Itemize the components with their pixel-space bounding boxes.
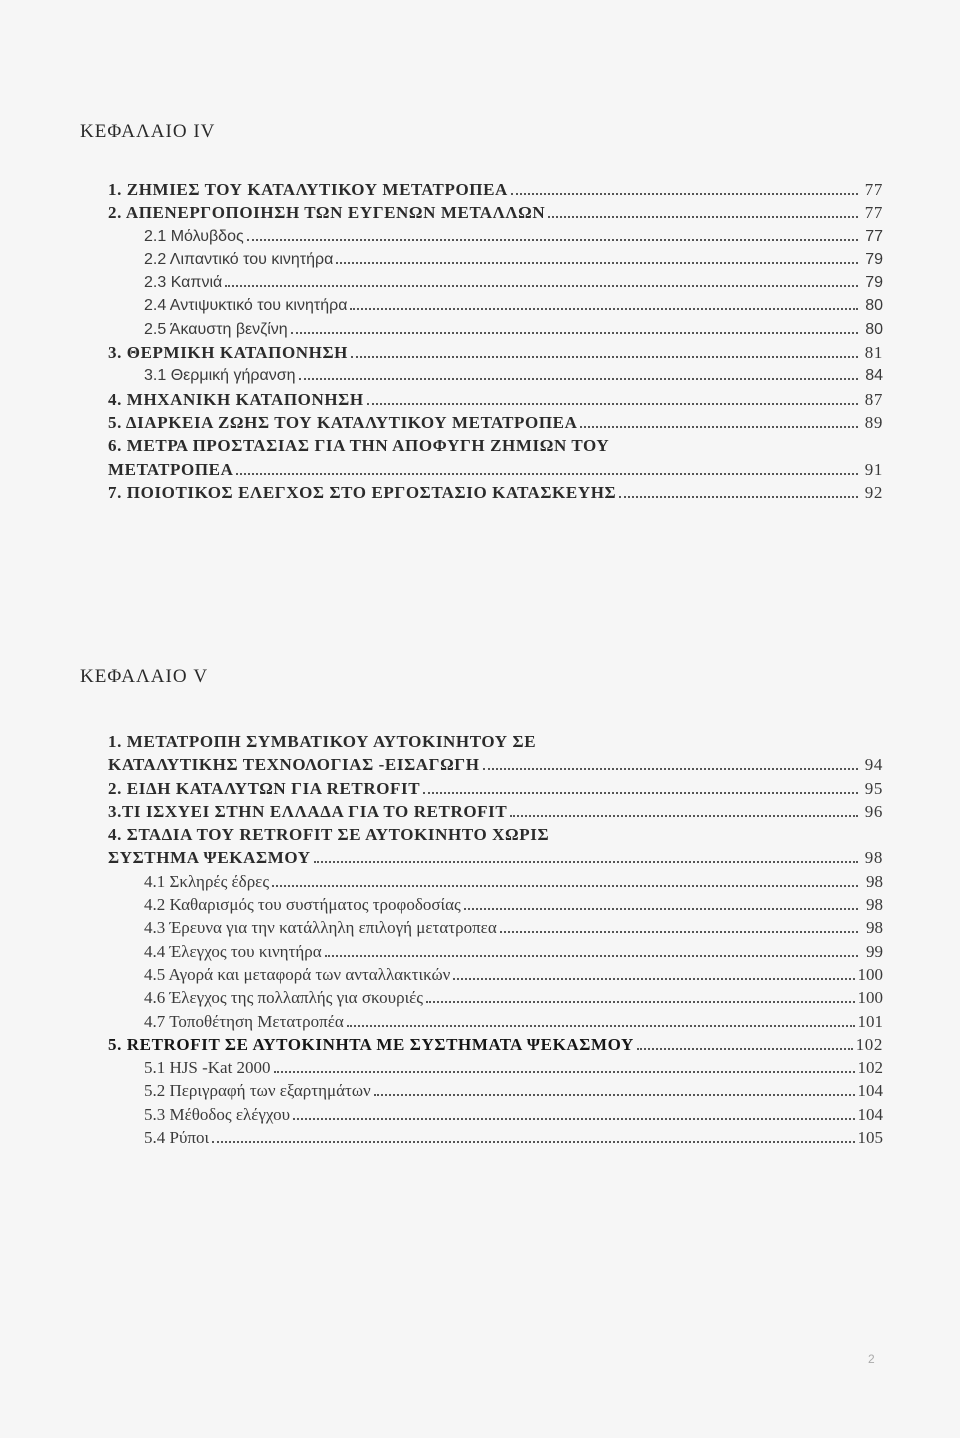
toc-entry-title: 3.ΤΙ ΙΣΧΥΕΙ ΣΤΗΝ ΕΛΛΑΔΑ ΓΙΑ ΤΟ RETROFIT — [108, 801, 508, 821]
toc-entry-page: 89 — [864, 412, 883, 432]
toc-entry-page: 95 — [864, 778, 883, 798]
toc-subentry[interactable] — [108, 963, 883, 986]
toc-entry-title: ΚΑΤΑΛΥΤΙΚΗΣ ΤΕΧΝΟΛΟΓΙΑΣ -ΕΙΣΑΓΩΓΗ — [108, 755, 480, 775]
toc-entry-page: 104 — [857, 1104, 883, 1124]
toc-entry-title: 1. ΖΗΜΙΕΣ ΤΟΥ ΚΑΤΑΛΥΤΙΚΟΥ ΜΕΤΑΤΡΟΠΕΑ — [108, 180, 508, 199]
toc-entry-page: 81 — [864, 343, 883, 363]
toc-entry-page: 104 — [857, 1081, 883, 1101]
toc-entry-page: 99 — [866, 941, 883, 961]
toc-entry-title: 5. RETROFIT ΣΕ ΑΥΤΟΚΙΝΗΤΑ ΜΕ ΣΥΣΤΗΜΑΤΑ ΨΕΚΑΣΜΟΥ — [108, 1034, 634, 1054]
toc-entry-title: 5.3 Μέθοδος ελέγχου — [144, 1104, 291, 1124]
toc-entry-wrapped-line[interactable] — [108, 823, 883, 846]
dot-leader — [350, 308, 858, 310]
toc-entry-title: 3.1 Θερμική γήρανση — [144, 367, 296, 385]
toc-entry[interactable] — [108, 201, 883, 224]
dot-leader — [325, 955, 858, 957]
toc-entry-page: 79 — [865, 274, 883, 292]
toc-entry-page: 100 — [857, 988, 883, 1008]
toc-subentry[interactable] — [108, 893, 883, 916]
dot-leader — [483, 768, 858, 770]
toc-entry-title: 1. ΜΕΤΑΤΡΟΠΗ ΣΥΜΒΑΤΙΚΟΥ ΑΥΤΟΚΙΝΗΤΟΥ ΣΕ — [108, 732, 537, 751]
toc-entry-title: 4.2 Καθαρισμός του συστήματος τροφοδοσίας — [144, 895, 461, 915]
toc-entry-title: 4. ΣΤΑΔΙΑ ΤΟΥ RETROFIT ΣΕ ΑΥΤΟΚΙΝΗΤΟ ΧΩΡΙΣ — [108, 825, 550, 845]
toc-entry-page: 102 — [855, 1034, 883, 1054]
toc-entry-title: 4.3 Έρευνα για την κατάλληλη επιλογή μετατροπεα — [144, 918, 497, 938]
toc-entry-page: 80 — [865, 320, 883, 338]
toc-entry-page: 98 — [866, 895, 883, 915]
toc-entry-title: 7. ΠΟΙΟΤΙΚΟΣ ΕΛΕΓΧΟΣ ΣΤΟ ΕΡΓΟΣΤΑΣΙΟ ΚΑΤΑΣΚΕΥΗΣ — [108, 482, 617, 502]
toc-entry[interactable] — [108, 753, 883, 776]
dot-leader — [511, 193, 858, 195]
toc-entry-page: 98 — [864, 848, 883, 868]
toc-entry-page: 101 — [857, 1011, 883, 1031]
toc-entry-page: 102 — [857, 1058, 883, 1078]
toc-entry-title: 2.4 Αντιψυκτικό του κινητήρα — [144, 297, 348, 315]
chapter-5-toc — [108, 730, 883, 1149]
toc-entry-page: 98 — [866, 871, 883, 891]
dot-leader — [500, 931, 858, 933]
toc-entry-title: 4. ΜΗΧΑΝΙΚΗ ΚΑΤΑΠΟΝΗΣΗ — [108, 389, 364, 409]
chapter-5-heading: ΚΕΦΑΛΑΙΟ V — [80, 666, 209, 687]
toc-entry[interactable] — [108, 800, 883, 823]
dot-leader — [637, 1048, 853, 1050]
dot-leader — [347, 1025, 855, 1027]
toc-entry[interactable] — [108, 388, 883, 411]
toc-entry-page: 100 — [857, 964, 883, 984]
toc-subentry[interactable] — [108, 986, 883, 1009]
toc-entry[interactable] — [108, 411, 883, 434]
toc-subentry[interactable] — [108, 294, 883, 317]
toc-entry-page: 79 — [865, 250, 883, 268]
toc-subentry[interactable] — [108, 916, 883, 939]
toc-entry-title: 5.4 Ρύποι — [144, 1128, 210, 1148]
dot-leader — [423, 792, 858, 794]
toc-subentry[interactable] — [108, 318, 883, 341]
toc-entry-title: 2. ΕΙΔΗ ΚΑΤΑΛΥΤΩΝ ΓΙΑ RETROFIT — [108, 778, 421, 798]
dot-leader — [619, 496, 858, 498]
toc-entry-title: 4.1 Σκληρές έδρες — [144, 871, 270, 891]
toc-entry[interactable] — [108, 481, 883, 504]
toc-entry-title: 5. ΔΙΑΡΚΕΙΑ ΖΩΗΣ ΤΟΥ ΚΑΤΑΛΥΤΙΚΟΥ ΜΕΤΑΤΡΟΠΕΑ — [108, 412, 578, 432]
toc-entry-title: 5.2 Περιγραφή των εξαρτημάτων — [144, 1081, 371, 1101]
toc-subentry[interactable] — [108, 940, 883, 963]
toc-entry-page: 84 — [865, 367, 883, 385]
toc-entry-wrapped-line[interactable] — [108, 730, 883, 753]
toc-subentry[interactable] — [108, 248, 883, 271]
toc-entry-title: 4.4 Έλεγχος του κινητήρα — [144, 941, 322, 961]
toc-entry-page: 92 — [864, 482, 883, 502]
toc-subentry[interactable] — [108, 1056, 883, 1079]
toc-subentry[interactable] — [108, 1079, 883, 1102]
dot-leader — [274, 1071, 855, 1073]
toc-subentry[interactable] — [108, 1010, 883, 1033]
dot-leader — [548, 216, 858, 218]
toc-entry-title: 2. ΑΠΕΝΕΡΓΟΠΟΙΗΣΗ ΤΩΝ ΕΥΓΕΝΩΝ ΜΕΤΑΛΛΩΝ — [108, 203, 546, 223]
toc-subentry[interactable] — [108, 870, 883, 893]
toc-subentry[interactable] — [108, 225, 883, 248]
dot-leader — [247, 239, 858, 241]
toc-entry-title: 2.2 Λιπαντικό του κινητήρα — [144, 250, 334, 268]
toc-entry-page: 77 — [864, 180, 883, 199]
dot-leader — [510, 815, 858, 817]
toc-entry-title: 5.1 HJS -Kat 2000 — [144, 1058, 271, 1078]
dot-leader — [426, 1001, 854, 1003]
toc-entry-page: 77 — [865, 227, 883, 245]
toc-entry-title: 2.3 Καπνιά — [144, 274, 223, 292]
toc-entry-title: ΜΕΤΑΤΡΟΠΕΑ — [108, 459, 234, 479]
toc-entry-page: 87 — [864, 389, 883, 409]
toc-entry-page: 94 — [864, 755, 883, 775]
toc-entry-page: 91 — [864, 459, 883, 479]
toc-entry-page: 96 — [864, 801, 883, 821]
toc-entry-title: 6. ΜΕΤΡΑ ΠΡΟΣΤΑΣΙΑΣ ΓΙΑ ΤΗΝ ΑΠΟΦΥΓΗ ΖΗΜΙΩΝ ΤΟΥ — [108, 436, 610, 456]
dot-leader — [236, 473, 858, 475]
toc-subentry[interactable] — [108, 1103, 883, 1126]
dot-leader — [212, 1141, 854, 1143]
chapter-4-heading: ΚΕΦΑΛΑΙΟ IV — [80, 121, 216, 142]
dot-leader — [225, 285, 858, 287]
toc-entry[interactable] — [108, 1033, 883, 1056]
dot-leader — [464, 908, 858, 910]
toc-entry[interactable] — [108, 846, 883, 869]
dot-leader — [351, 356, 858, 358]
toc-entry[interactable] — [108, 341, 883, 364]
dot-leader — [299, 378, 858, 380]
toc-entry-page: 98 — [866, 918, 883, 938]
toc-subentry[interactable] — [108, 271, 883, 294]
toc-entry[interactable] — [108, 777, 883, 800]
toc-entry-title: 4.7 Τοποθέτηση Μετατροπέα — [144, 1011, 344, 1031]
dot-leader — [314, 861, 858, 863]
toc-entry-page: 77 — [864, 203, 883, 223]
toc-entry-title: 2.1 Μόλυβδος — [144, 227, 244, 245]
toc-entry[interactable] — [108, 178, 883, 201]
toc-subentry[interactable] — [108, 364, 883, 387]
toc-entry-wrapped-line[interactable] — [108, 434, 883, 457]
dot-leader — [336, 262, 858, 264]
toc-entry-page: 105 — [857, 1128, 883, 1148]
toc-subentry[interactable] — [108, 1126, 883, 1149]
toc-entry-title: 4.5 Αγορά και μεταφορά των ανταλλακτικών — [144, 964, 451, 984]
toc-entry-title: ΣΥΣΤΗΜΑ ΨΕΚΑΣΜΟΥ — [108, 848, 311, 868]
dot-leader — [291, 332, 858, 334]
toc-entry-title: 2.5 Άκαυστη βενζίνη — [144, 320, 288, 338]
dot-leader — [367, 403, 858, 405]
dot-leader — [453, 978, 854, 980]
dot-leader — [374, 1094, 855, 1096]
toc-entry-title: 4.6 Έλεγχος της πολλαπλής για σκουριές — [144, 988, 424, 1008]
toc-entry-title: 3. ΘΕΡΜΙΚΗ ΚΑΤΑΠΟΝΗΣΗ — [108, 343, 348, 363]
page-number-mark: 2 — [868, 1352, 875, 1366]
dot-leader — [293, 1118, 854, 1120]
dot-leader — [580, 426, 858, 428]
chapter-4-toc — [108, 178, 883, 504]
toc-entry-page: 80 — [865, 297, 883, 315]
dot-leader — [272, 885, 858, 887]
toc-entry[interactable] — [108, 458, 883, 481]
